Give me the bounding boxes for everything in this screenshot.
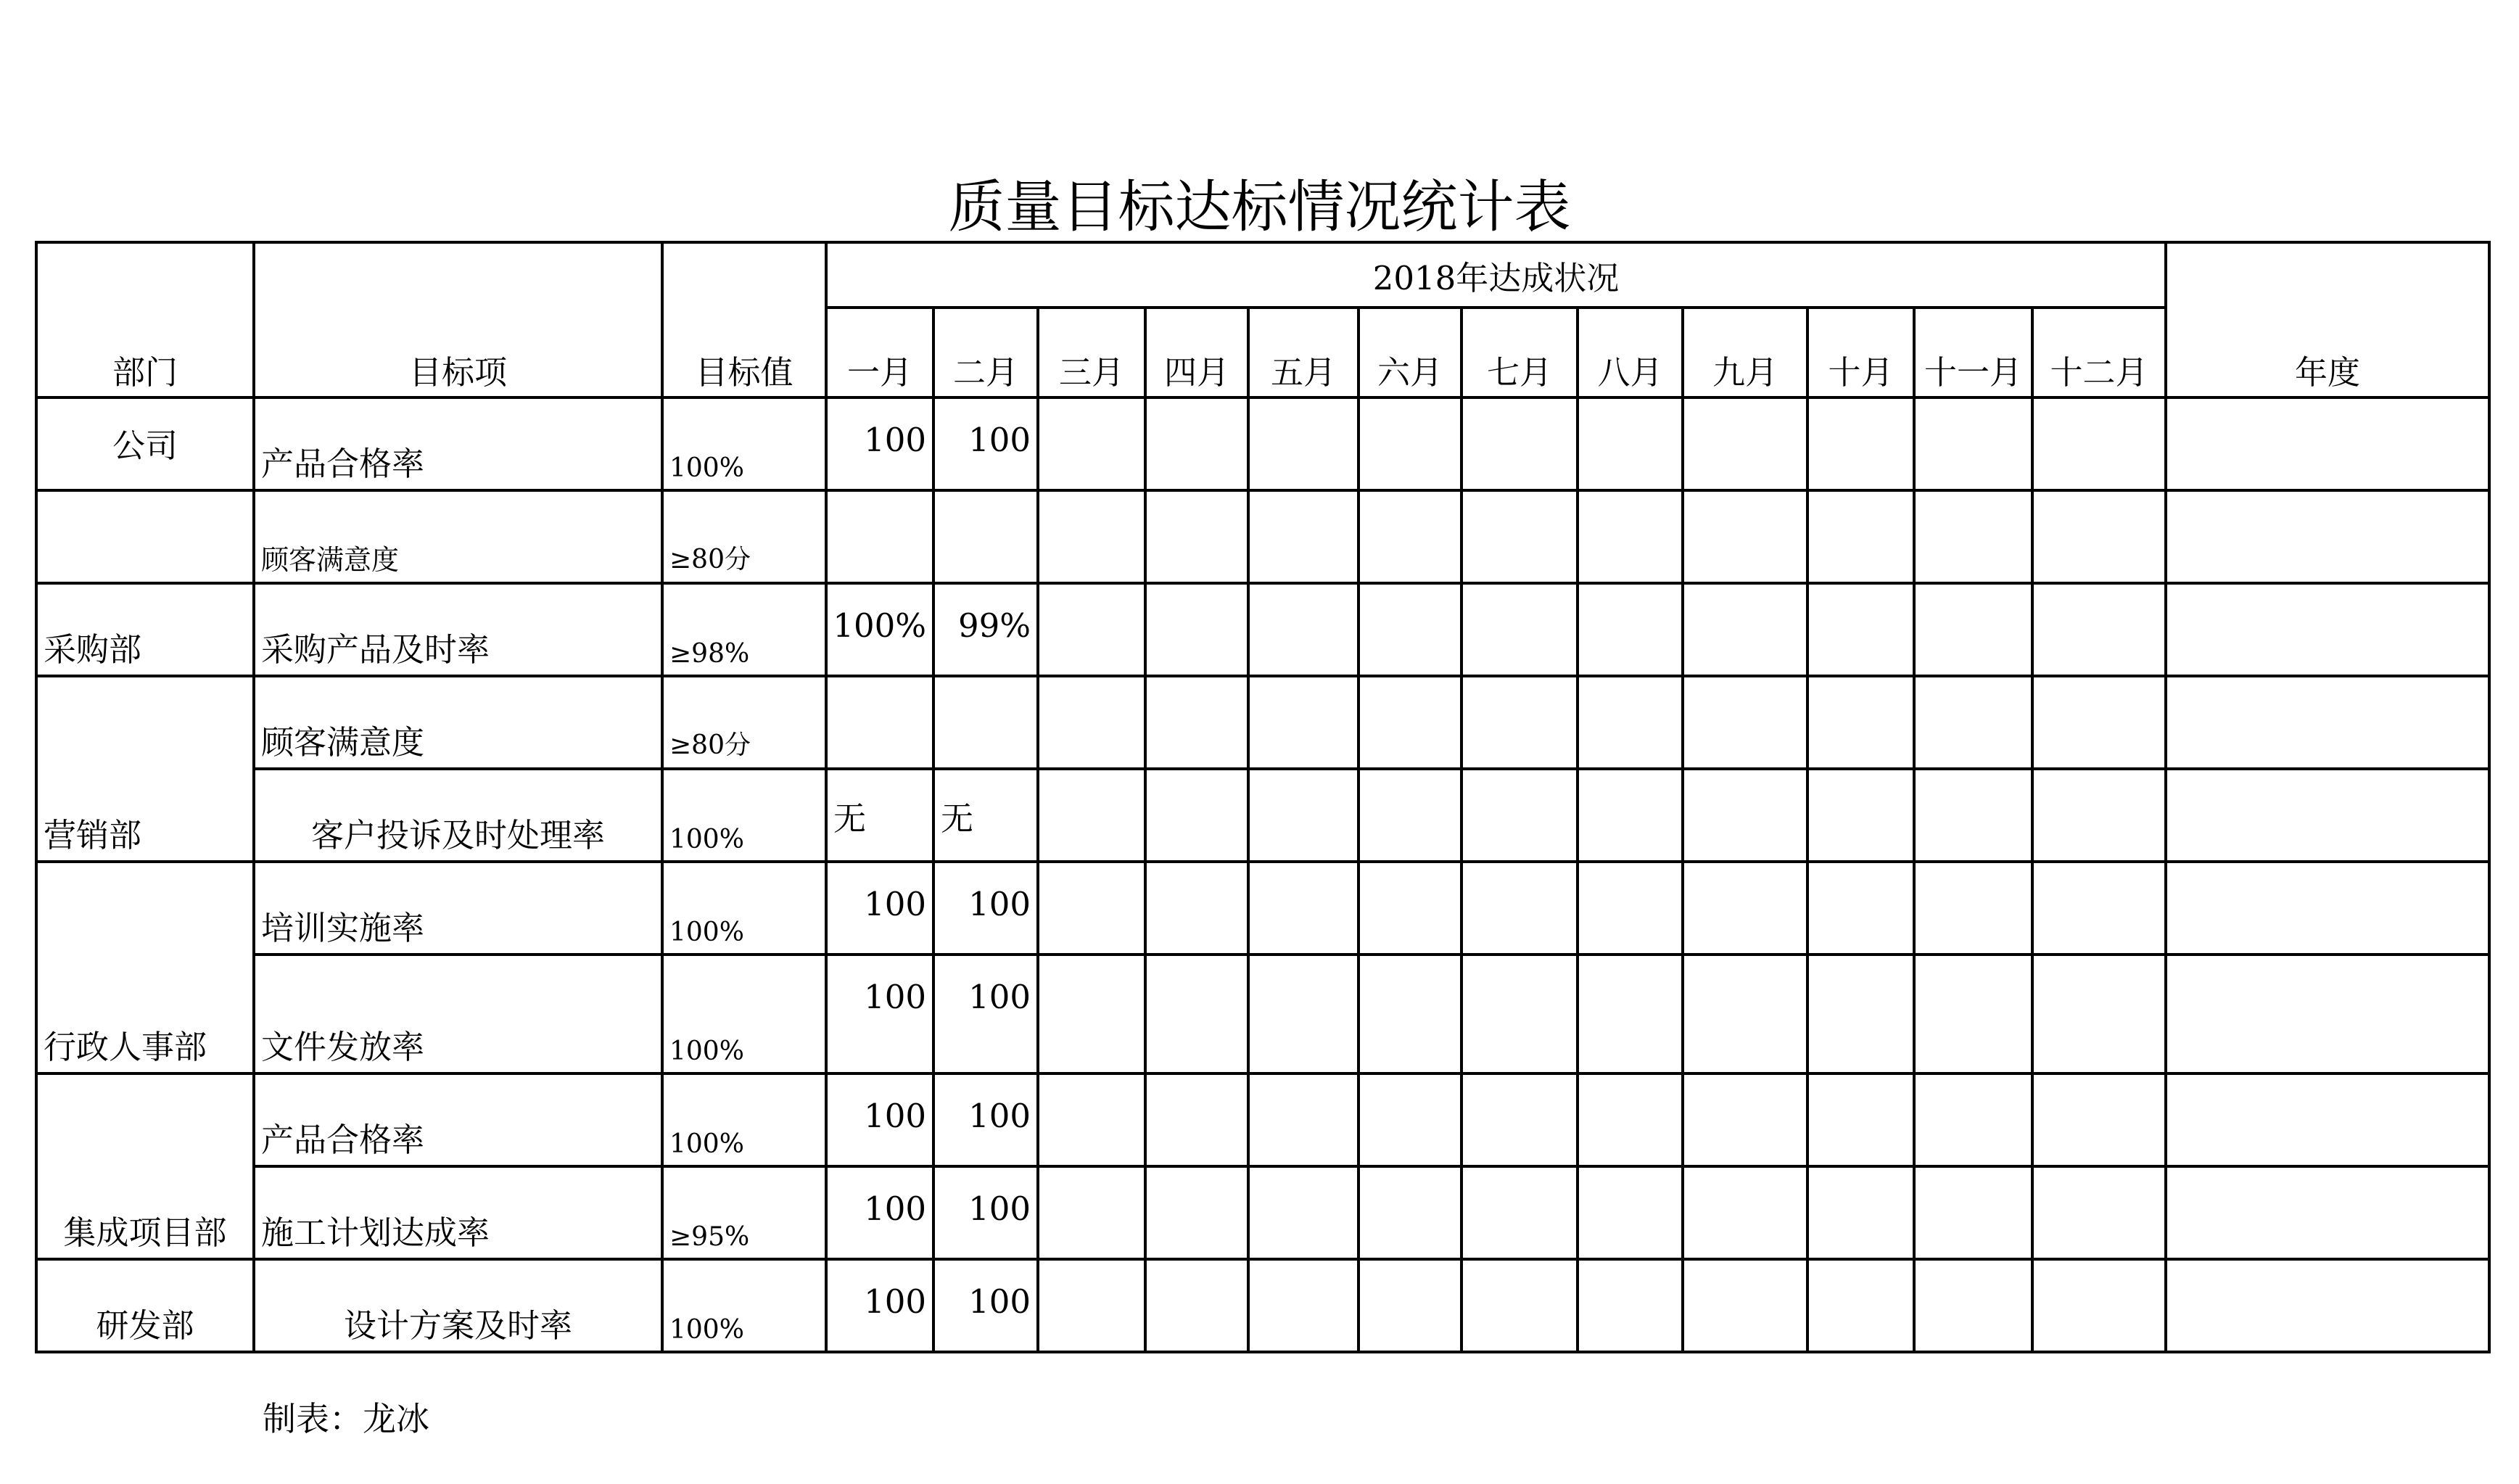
month-cell-feb: 100 — [933, 1259, 1038, 1352]
item-cell: 设计方案及时率 — [254, 1259, 662, 1352]
table-row — [36, 1073, 2489, 1166]
month-cell — [1914, 769, 2032, 862]
month-cell — [1359, 862, 1461, 955]
month-cell — [1248, 676, 1359, 769]
month-cell — [1914, 676, 2032, 769]
target-cell: ≥95% — [662, 1166, 826, 1259]
month-cell-feb — [933, 490, 1038, 583]
month-cell-jan: 100 — [826, 862, 933, 955]
item-cell: 顾客满意度 — [254, 490, 662, 583]
month-cell — [1038, 862, 1145, 955]
month-cell — [1461, 955, 1578, 1073]
header-month-12: 十二月 — [2032, 308, 2166, 397]
month-cell — [1145, 583, 1248, 676]
month-cell — [1914, 862, 2032, 955]
header-month-8: 八月 — [1578, 308, 1683, 397]
month-cell — [1683, 397, 1807, 490]
month-cell-jan — [826, 676, 933, 769]
month-cell-jan: 100% — [826, 583, 933, 676]
month-cell — [1807, 490, 1914, 583]
month-cell — [1807, 1166, 1914, 1259]
month-cell — [1145, 862, 1248, 955]
month-cell — [1807, 1073, 1914, 1166]
month-cell — [1248, 397, 1359, 490]
month-cell — [1578, 676, 1683, 769]
month-cell — [2032, 490, 2166, 583]
month-cell — [1914, 583, 2032, 676]
quality-target-table — [35, 241, 2491, 1353]
page-title: 质量目标达标情况统计表 — [948, 175, 1571, 240]
header-month-1: 一月 — [826, 308, 933, 397]
header-dept: 部门 — [36, 242, 254, 397]
month-cell — [1038, 769, 1145, 862]
month-cell — [1683, 769, 1807, 862]
month-cell — [1248, 1259, 1359, 1352]
month-cell — [1038, 490, 1145, 583]
month-cell — [2032, 955, 2166, 1073]
month-cell — [1461, 676, 1578, 769]
month-cell — [1248, 583, 1359, 676]
month-cell — [1578, 955, 1683, 1073]
month-cell-jan: 100 — [826, 1073, 933, 1166]
month-cell — [1461, 1166, 1578, 1259]
year-cell — [2166, 1073, 2489, 1166]
month-cell — [1461, 1259, 1578, 1352]
item-cell: 采购产品及时率 — [254, 583, 662, 676]
header-month-11: 十一月 — [1914, 308, 2032, 397]
month-cell — [1578, 583, 1683, 676]
year-cell — [2166, 397, 2489, 490]
month-cell — [1578, 1166, 1683, 1259]
month-cell-feb: 100 — [933, 862, 1038, 955]
month-cell — [1807, 862, 1914, 955]
item-cell: 产品合格率 — [254, 1073, 662, 1166]
month-cell — [1914, 1166, 2032, 1259]
item-cell: 施工计划达成率 — [254, 1166, 662, 1259]
target-cell: ≥80分 — [662, 490, 826, 583]
month-cell — [1461, 397, 1578, 490]
month-cell — [1683, 676, 1807, 769]
month-cell — [1145, 1073, 1248, 1166]
month-cell — [1145, 955, 1248, 1073]
month-cell — [1248, 955, 1359, 1073]
month-cell-jan: 100 — [826, 955, 933, 1073]
dept-cell-integration: 集成项目部 — [36, 1073, 254, 1259]
month-cell — [1578, 490, 1683, 583]
month-cell-jan: 100 — [826, 397, 933, 490]
month-cell — [1248, 1073, 1359, 1166]
month-cell — [1038, 676, 1145, 769]
table-row — [36, 1166, 2489, 1259]
header-month-4: 四月 — [1145, 308, 1248, 397]
month-cell — [2032, 397, 2166, 490]
item-cell: 文件发放率 — [254, 955, 662, 1073]
month-cell — [1807, 1259, 1914, 1352]
target-cell: 100% — [662, 769, 826, 862]
header-month-7: 七月 — [1461, 308, 1578, 397]
month-cell — [1359, 676, 1461, 769]
month-cell — [1807, 676, 1914, 769]
month-cell — [2032, 676, 2166, 769]
month-cell — [1145, 676, 1248, 769]
month-cell — [1145, 397, 1248, 490]
table-row — [36, 955, 2489, 1073]
month-cell — [1038, 1166, 1145, 1259]
month-cell — [1359, 397, 1461, 490]
table-row — [36, 397, 2489, 490]
month-cell — [1914, 397, 2032, 490]
month-cell — [1359, 583, 1461, 676]
table-row — [36, 676, 2489, 769]
month-cell — [1578, 397, 1683, 490]
month-cell — [1914, 490, 2032, 583]
month-cell — [1461, 769, 1578, 862]
month-cell — [1145, 1166, 1248, 1259]
month-cell — [1578, 1259, 1683, 1352]
dept-cell-admin-hr: 行政人事部 — [36, 862, 254, 1073]
month-cell — [1359, 1073, 1461, 1166]
month-cell — [1461, 1073, 1578, 1166]
month-cell-feb: 100 — [933, 1166, 1038, 1259]
target-cell: 100% — [662, 1073, 826, 1166]
month-cell-feb: 99% — [933, 583, 1038, 676]
month-cell — [1038, 955, 1145, 1073]
month-cell — [1145, 490, 1248, 583]
year-cell — [2166, 583, 2489, 676]
month-cell-jan: 100 — [826, 1259, 933, 1352]
month-cell — [1461, 862, 1578, 955]
target-cell: ≥98% — [662, 583, 826, 676]
year-cell — [2166, 1259, 2489, 1352]
table-row — [36, 583, 2489, 676]
dept-cell-marketing: 营销部 — [36, 676, 254, 862]
item-cell: 客户投诉及时处理率 — [254, 769, 662, 862]
header-item: 目标项 — [254, 242, 662, 397]
month-cell — [1578, 769, 1683, 862]
year-cell — [2166, 862, 2489, 955]
month-cell — [1038, 397, 1145, 490]
header-year: 年度 — [2166, 242, 2489, 397]
month-cell — [1248, 862, 1359, 955]
item-cell: 产品合格率 — [254, 397, 662, 490]
month-cell — [1683, 490, 1807, 583]
year-cell — [2166, 955, 2489, 1073]
month-cell — [1807, 397, 1914, 490]
year-cell — [2166, 490, 2489, 583]
month-cell — [1807, 583, 1914, 676]
month-cell — [1359, 955, 1461, 1073]
header-month-10: 十月 — [1807, 308, 1914, 397]
month-cell — [1359, 769, 1461, 862]
target-cell: 100% — [662, 1259, 826, 1352]
dept-cell-rnd: 研发部 — [36, 1259, 254, 1352]
month-cell — [1461, 583, 1578, 676]
header-month-2: 二月 — [933, 308, 1038, 397]
dept-cell-empty — [36, 490, 254, 583]
month-cell — [1038, 1259, 1145, 1352]
item-cell: 培训实施率 — [254, 862, 662, 955]
month-cell — [1683, 862, 1807, 955]
table-row — [36, 1259, 2489, 1352]
table-row — [36, 490, 2489, 583]
month-cell-jan: 100 — [826, 1166, 933, 1259]
month-cell — [1038, 583, 1145, 676]
month-cell-feb — [933, 676, 1038, 769]
month-cell — [1683, 1073, 1807, 1166]
month-cell — [1914, 1073, 2032, 1166]
month-cell — [1461, 490, 1578, 583]
year-cell — [2166, 1166, 2489, 1259]
table-author-note: 制表：龙冰 — [263, 1399, 429, 1438]
dept-cell-purchasing: 采购部 — [36, 583, 254, 676]
month-cell — [1914, 955, 2032, 1073]
month-cell — [1683, 1259, 1807, 1352]
year-cell — [2166, 676, 2489, 769]
month-cell — [1683, 1166, 1807, 1259]
month-cell — [1248, 769, 1359, 862]
month-cell — [1807, 769, 1914, 862]
month-cell-jan: 无 — [826, 769, 933, 862]
dept-cell-company: 公司 — [36, 397, 254, 490]
month-cell-feb: 100 — [933, 955, 1038, 1073]
month-cell — [1807, 955, 1914, 1073]
header-month-9: 九月 — [1683, 308, 1807, 397]
header-target: 目标值 — [662, 242, 826, 397]
month-cell — [1145, 1259, 1248, 1352]
month-cell — [2032, 1166, 2166, 1259]
target-cell: 100% — [662, 397, 826, 490]
month-cell — [1359, 1259, 1461, 1352]
quality-target-table-wrapper — [35, 241, 2491, 1353]
month-cell-feb: 无 — [933, 769, 1038, 862]
item-cell: 顾客满意度 — [254, 676, 662, 769]
target-cell: ≥80分 — [662, 676, 826, 769]
header-month-6: 六月 — [1359, 308, 1461, 397]
month-cell — [1683, 955, 1807, 1073]
target-cell: 100% — [662, 862, 826, 955]
month-cell-jan — [826, 490, 933, 583]
month-cell — [1683, 583, 1807, 676]
month-cell-feb: 100 — [933, 397, 1038, 490]
month-cell — [1359, 490, 1461, 583]
month-cell — [2032, 583, 2166, 676]
year-cell — [2166, 769, 2489, 862]
month-cell — [2032, 862, 2166, 955]
month-cell — [1248, 1166, 1359, 1259]
month-cell — [2032, 769, 2166, 862]
month-cell — [1145, 769, 1248, 862]
target-cell: 100% — [662, 955, 826, 1073]
month-cell — [1578, 1073, 1683, 1166]
month-cell — [2032, 1259, 2166, 1352]
month-cell — [1914, 1259, 2032, 1352]
header-month-5: 五月 — [1248, 308, 1359, 397]
month-cell — [1038, 1073, 1145, 1166]
month-cell — [2032, 1073, 2166, 1166]
month-cell — [1359, 1166, 1461, 1259]
header-month-3: 三月 — [1038, 308, 1145, 397]
month-cell — [1578, 862, 1683, 955]
table-row — [36, 769, 2489, 862]
month-cell — [1248, 490, 1359, 583]
month-cell-feb: 100 — [933, 1073, 1038, 1166]
table-row — [36, 862, 2489, 955]
header-status-2018: 2018年达成状况 — [826, 242, 2166, 308]
